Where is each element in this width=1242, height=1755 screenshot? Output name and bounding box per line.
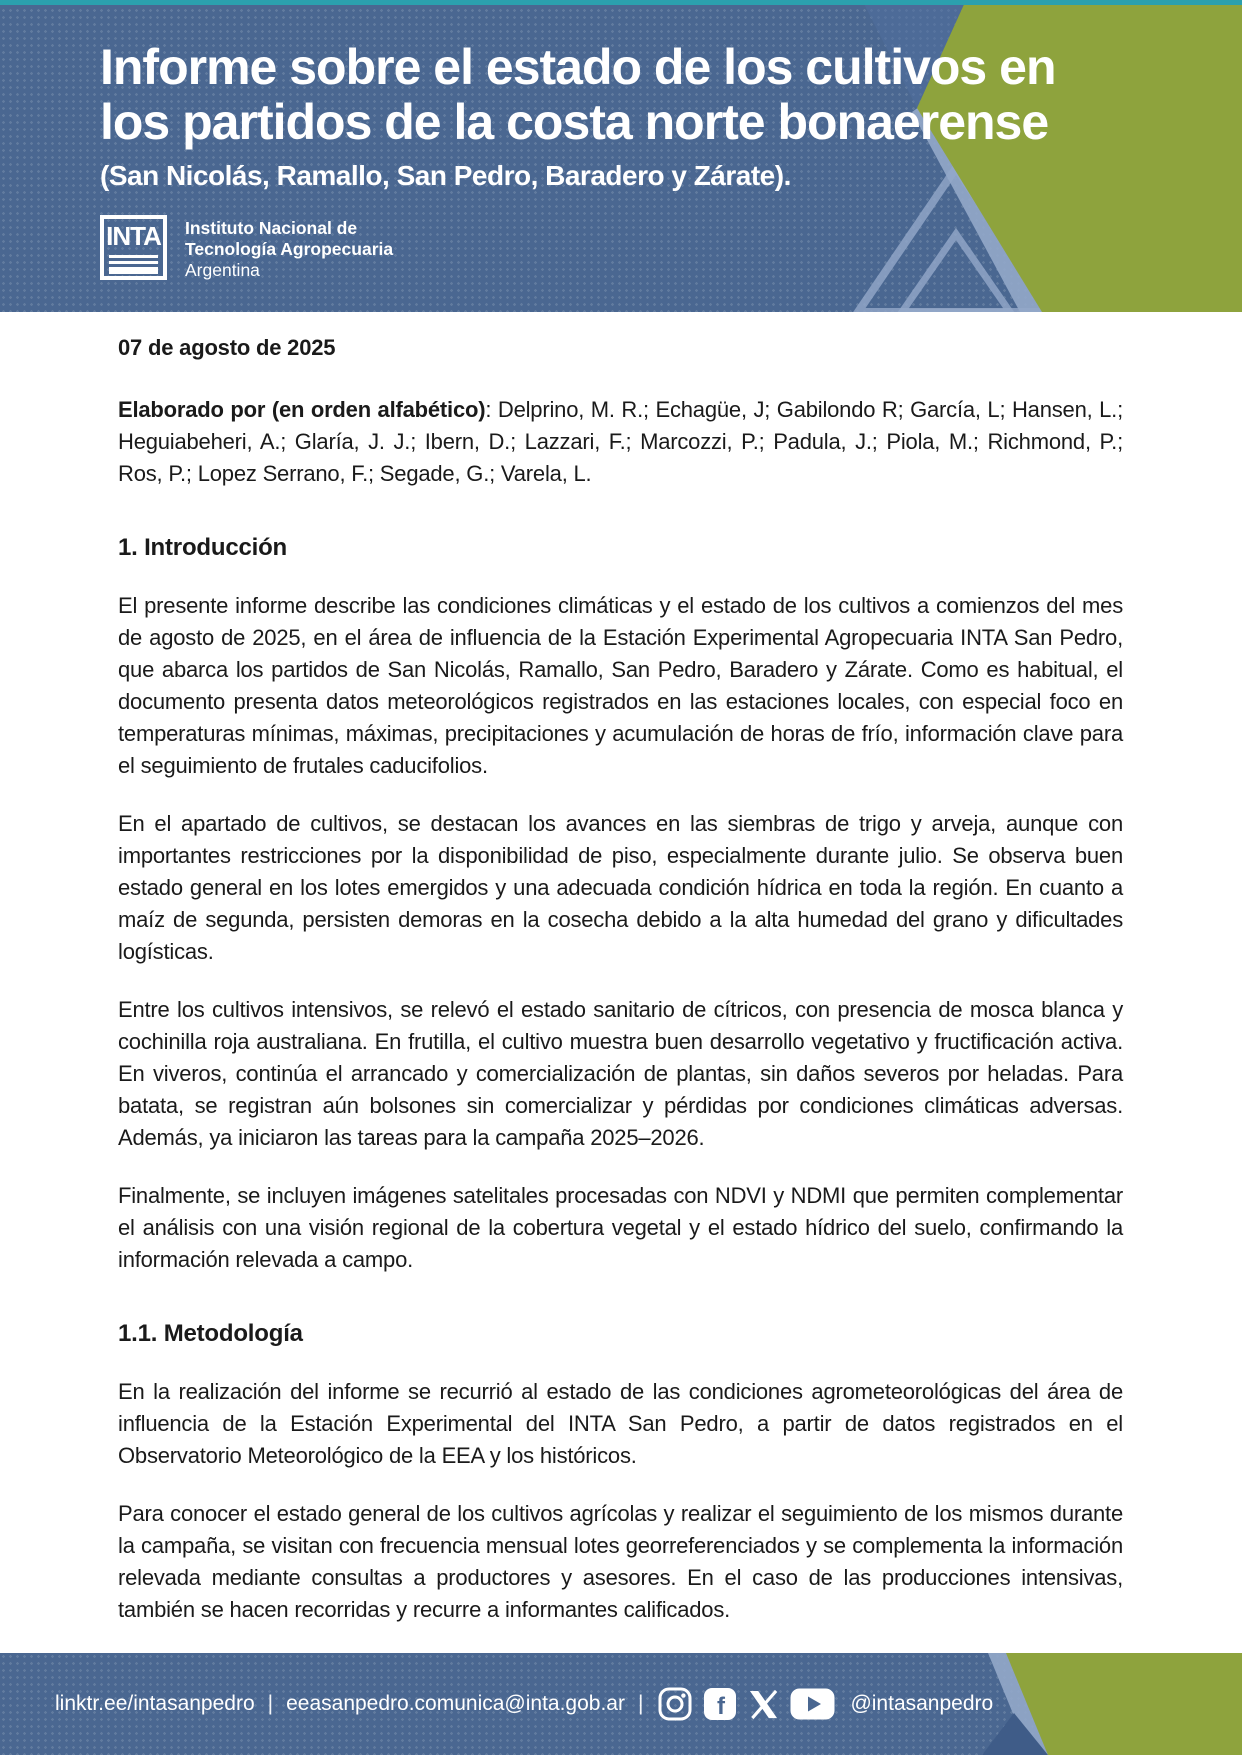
banner-content — [100, 40, 1056, 281]
inta-logo-bars — [109, 252, 158, 274]
authors-label: Elaborado por (en orden alfabético) — [118, 397, 486, 422]
inta-logo — [100, 215, 167, 280]
teal-top-strip — [0, 0, 1242, 5]
youtube-icon[interactable] — [790, 1688, 835, 1720]
facebook-icon[interactable] — [703, 1687, 737, 1721]
paragraph: En la realización del informe se recurrió al estado de las condiciones agrometeorológicas del área de influencia de la Estación Experimental del INTA San Pedro, a partir de datos registrados en el Observatorio Meteorológico de la EEA y los históricos. — [118, 1379, 1123, 1468]
section-heading-metodologia: 1.1. Metodología — [118, 1320, 303, 1347]
inta-logo-text: INTA — [106, 221, 161, 251]
banner — [0, 0, 1242, 312]
authors-paragraph — [118, 394, 1123, 490]
paragraph: Para conocer el estado general de los cultivos agrícolas y realizar el seguimiento de los mismos durante la campaña, se visitan con frecuencia mensual lotes georreferenciados y se complementa la información relevada mediante consultas a productores y asesores. En el caso de las producciones intensivas, también se hacen recorridas y recurre a informantes calificados. — [118, 1501, 1123, 1622]
document-body — [0, 312, 1242, 1653]
x-icon[interactable] — [748, 1689, 779, 1720]
social-handle[interactable]: @intasanpedro — [850, 1692, 994, 1715]
report-title-line2: los partidos de la costa norte bonaerense — [100, 94, 1049, 150]
svg-text:f: f — [717, 1693, 726, 1720]
social-icons — [658, 1687, 835, 1721]
org-line3: Argentina — [185, 260, 260, 280]
linktree-link[interactable]: linktr.ee/intasanpedro — [55, 1692, 255, 1715]
contact-email[interactable]: eeasanpedro.comunica@inta.gob.ar — [286, 1692, 625, 1715]
inta-org-name — [185, 218, 393, 281]
section-heading-introduccion: 1. Introducción — [118, 534, 288, 561]
instagram-icon[interactable] — [658, 1687, 692, 1721]
paragraph: Finalmente, se incluyen imágenes satelitales procesadas con NDVI y NDMI que permiten complementar el análisis con una visión regional de la cobertura vegetal y el estado hídrico del suelo, confirmando la información relevada a campo. — [118, 1183, 1123, 1272]
footer-content — [55, 1653, 993, 1755]
org-line2: Tecnología Agropecuaria — [185, 239, 394, 259]
separator: | — [267, 1692, 274, 1715]
paragraph: Entre los cultivos intensivos, se relevó el estado sanitario de cítricos, con presencia de mosca blanca y cochinilla roja australiana. En frutilla, el cultivo muestra buen desarrollo vegetativo y fructificación activa. En viveros, continúa el arrancado y comercialización de plantas, sin daños severos por heladas. Para batata, se registran aún bolsones sin comercializar y pérdidas por condiciones climáticas adversas. Además, ya iniciaron las tareas para la campaña 2025–2026. — [118, 997, 1123, 1150]
footer — [0, 1653, 1242, 1755]
paragraph: El presente informe describe las condiciones climáticas y el estado de los cultivos a comienzos del mes de agosto de 2025, en el área de influencia de la Estación Experimental Agropecuaria INTA San Pedro, que abarca los partidos de San Nicolás, Ramallo, San Pedro, Baradero y Zárate. Como es habitual, el documento presenta datos meteorológicos registrados en las estaciones locales, con especial foco en temperaturas mínimas, máximas, precipitaciones y acumulación de horas de frío, información clave para el seguimiento de frutales caducifolios. — [118, 593, 1123, 778]
authors-list: : Delprino, M. R.; Echagüe, J; Gabilondo R; García, L; Hansen, L.; Heguiabeheri, A.; Glaría, J. J.; Ibern, D.; Lazzari, F.; Marcozzi, P.; Padula, J.; Piola, M.; Richmond, P.; Ros, P.; Lopez Serrano, F.; Segade, G.; Varela, L. — [118, 397, 1123, 486]
paragraph: En el apartado de cultivos, se destacan los avances en las siembras de trigo y arveja, aunque con importantes restricciones por la disponibilidad de piso, especialmente durante julio. Se observa buen estado general en los lotes emergidos y una adecuada condición hídrica en toda la región. En cuanto a maíz de segunda, persisten demoras en la cosecha debido a la alta humedad del grano y dificultades logísticas. — [118, 811, 1123, 964]
org-line1: Instituto Nacional de — [185, 218, 358, 238]
report-date: 07 de agosto de 2025 — [118, 335, 336, 360]
separator: | — [637, 1692, 644, 1715]
report-subtitle: (San Nicolás, Ramallo, San Pedro, Baradero y Zárate). — [100, 160, 791, 191]
report-title-line1: Informe sobre el estado de los cultivos en — [100, 39, 1056, 95]
inta-logo-block — [100, 215, 1056, 281]
